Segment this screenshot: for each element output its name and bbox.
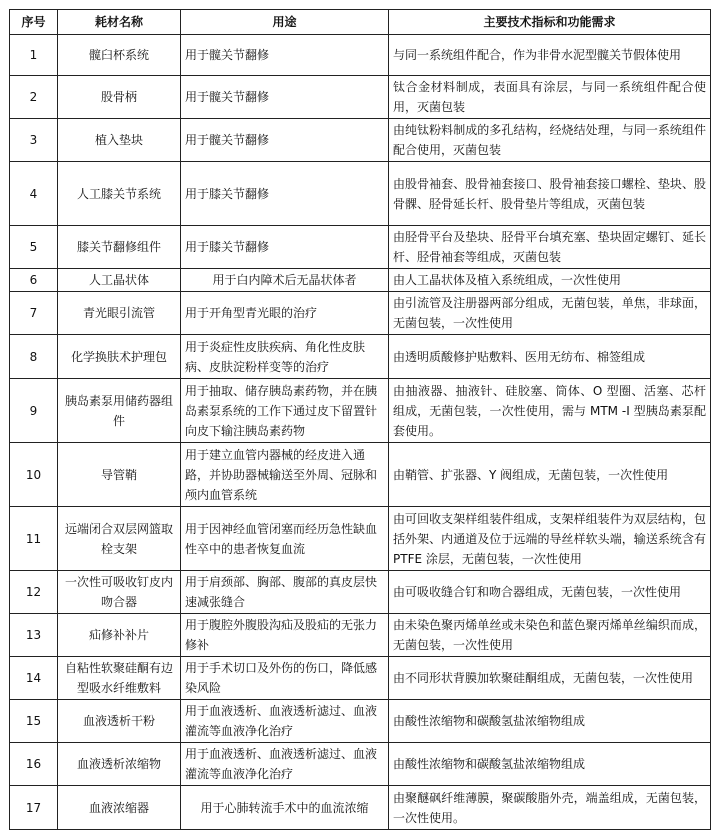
row-use: 用于肩颈部、胸部、腹部的真皮层快速减张缝合 [181,571,389,614]
row-use: 用于手术切口及外伤的伤口，降低感染风险 [181,657,389,700]
row-no: 6 [10,269,58,292]
table-row [10,292,711,335]
row-no: 14 [10,657,58,700]
row-no: 12 [10,571,58,614]
row-spec: 由酸性浓缩物和碳酸氢盐浓缩物组成 [389,700,711,743]
row-spec: 钛合金材料制成，表面具有涂层，与同一系统组件配合使用，灭菌包装 [389,76,711,119]
row-name: 植入垫块 [58,119,181,162]
row-no: 5 [10,226,58,269]
table-row [10,786,711,830]
row-no: 13 [10,614,58,657]
row-name: 人工膝关节系统 [58,162,181,226]
table-row [10,657,711,700]
row-name: 自粘性软聚硅酮有边型吸水纤维敷料 [58,657,181,700]
row-spec: 由聚醚砜纤维薄膜，聚碳酸脂外壳，端盖组成，无菌包装，一次性使用。 [389,786,711,830]
header-name: 耗材名称 [58,10,181,35]
row-name: 导管鞘 [58,443,181,507]
row-name: 血液透析浓缩物 [58,743,181,786]
table-row [10,335,711,379]
row-use: 用于开角型青光眼的治疗 [181,292,389,335]
row-no: 3 [10,119,58,162]
table-row [10,379,711,443]
row-use: 用于膝关节翻修 [181,226,389,269]
table-row [10,119,711,162]
row-spec: 由可吸收缝合钉和吻合器组成，无菌包装，一次性使用 [389,571,711,614]
row-name: 血液透析干粉 [58,700,181,743]
row-spec: 由纯钛粉料制成的多孔结构，经烧结处理，与同一系统组件配合使用，灭菌包装 [389,119,711,162]
row-no: 11 [10,507,58,571]
row-no: 16 [10,743,58,786]
row-no: 8 [10,335,58,379]
table-row [10,614,711,657]
header-use: 用途 [181,10,389,35]
row-use: 用于血液透析、血液透析滤过、血液灌流等血液净化治疗 [181,743,389,786]
row-spec: 由未染色聚丙烯单丝或未染色和蓝色聚丙烯单丝编织而成，无菌包装，一次性使用 [389,614,711,657]
row-name: 青光眼引流管 [58,292,181,335]
row-name: 疝修补补片 [58,614,181,657]
header-no: 序号 [10,10,58,35]
table-row [10,35,711,76]
row-use: 用于建立血管内器械的经皮进入通路，并协助器械输送至外周、冠脉和颅内血管系统 [181,443,389,507]
consumables-table [9,9,711,830]
row-no: 7 [10,292,58,335]
header-spec: 主要技术指标和功能需求 [389,10,711,35]
row-name: 人工晶状体 [58,269,181,292]
row-no: 15 [10,700,58,743]
row-spec: 由抽液器、抽液针、硅胶塞、筒体、O 型圈、活塞、芯杆组成，无菌包装，一次性使用，需与 MTM -I 型胰岛素泵配套使用。 [389,379,711,443]
row-use: 用于抽取、储存胰岛素药物，并在胰岛素泵系统的工作下通过皮下留置针向皮下输注胰岛素药物 [181,379,389,443]
row-name: 膝关节翻修组件 [58,226,181,269]
row-use: 用于膝关节翻修 [181,162,389,226]
row-use: 用于髋关节翻修 [181,35,389,76]
row-spec: 由人工晶状体及植入系统组成，一次性使用 [389,269,711,292]
table-row [10,76,711,119]
row-spec: 由股骨袖套、股骨袖套接口、股骨袖套接口螺栓、垫块、股骨髁、胫骨延长杆、股骨垫片等组成，灭菌包装 [389,162,711,226]
row-no: 4 [10,162,58,226]
row-use: 用于白内障术后无晶状体者 [181,269,389,292]
row-spec: 由不同形状背膜加软聚硅酮组成，无菌包装，一次性使用 [389,657,711,700]
table-row [10,443,711,507]
row-name: 血液浓缩器 [58,786,181,830]
row-spec: 由可回收支架样组装件组成，支架样组装件为双层结构，包括外架、内通道及位于远端的导丝样软头端，输送系统含有 PTFE 涂层，无菌包装，一次性使用 [389,507,711,571]
row-spec: 由胫骨平台及垫块、胫骨平台填充塞、垫块固定螺钉、延长杆、胫骨袖套等组成，灭菌包装 [389,226,711,269]
row-name: 远端闭合双层网篮取栓支架 [58,507,181,571]
row-name: 髋臼杯系统 [58,35,181,76]
row-name: 化学换肤术护理包 [58,335,181,379]
table-row [10,226,711,269]
table-row [10,269,711,292]
table-row [10,700,711,743]
row-use: 用于血液透析、血液透析滤过、血液灌流等血液净化治疗 [181,700,389,743]
row-no: 2 [10,76,58,119]
row-no: 17 [10,786,58,830]
row-use: 用于髋关节翻修 [181,119,389,162]
table-row [10,507,711,571]
row-name: 股骨柄 [58,76,181,119]
row-no: 10 [10,443,58,507]
row-name: 一次性可吸收钉皮内吻合器 [58,571,181,614]
table-row [10,743,711,786]
row-spec: 由酸性浓缩物和碳酸氢盐浓缩物组成 [389,743,711,786]
row-use: 用于炎症性皮肤疾病、角化性皮肤病、皮肤淀粉样变等的治疗 [181,335,389,379]
row-name: 胰岛素泵用储药器组件 [58,379,181,443]
header-row [10,10,711,35]
row-spec: 与同一系统组件配合，作为非骨水泥型髋关节假体使用 [389,35,711,76]
row-use: 用于因神经血管闭塞而经历急性缺血性卒中的患者恢复血流 [181,507,389,571]
table-row [10,162,711,226]
row-use: 用于腹腔外腹股沟疝及股疝的无张力修补 [181,614,389,657]
table-row [10,571,711,614]
row-no: 1 [10,35,58,76]
row-no: 9 [10,379,58,443]
row-use: 用于心肺转流手术中的血流浓缩 [181,786,389,830]
row-spec: 由透明质酸修护贴敷料、医用无纺布、棉签组成 [389,335,711,379]
row-spec: 由引流管及注册器两部分组成，无菌包装，单焦，非球面，无菌包装，一次性使用 [389,292,711,335]
row-spec: 由鞘管、扩张器、Y 阀组成，无菌包装，一次性使用 [389,443,711,507]
row-use: 用于髋关节翻修 [181,76,389,119]
